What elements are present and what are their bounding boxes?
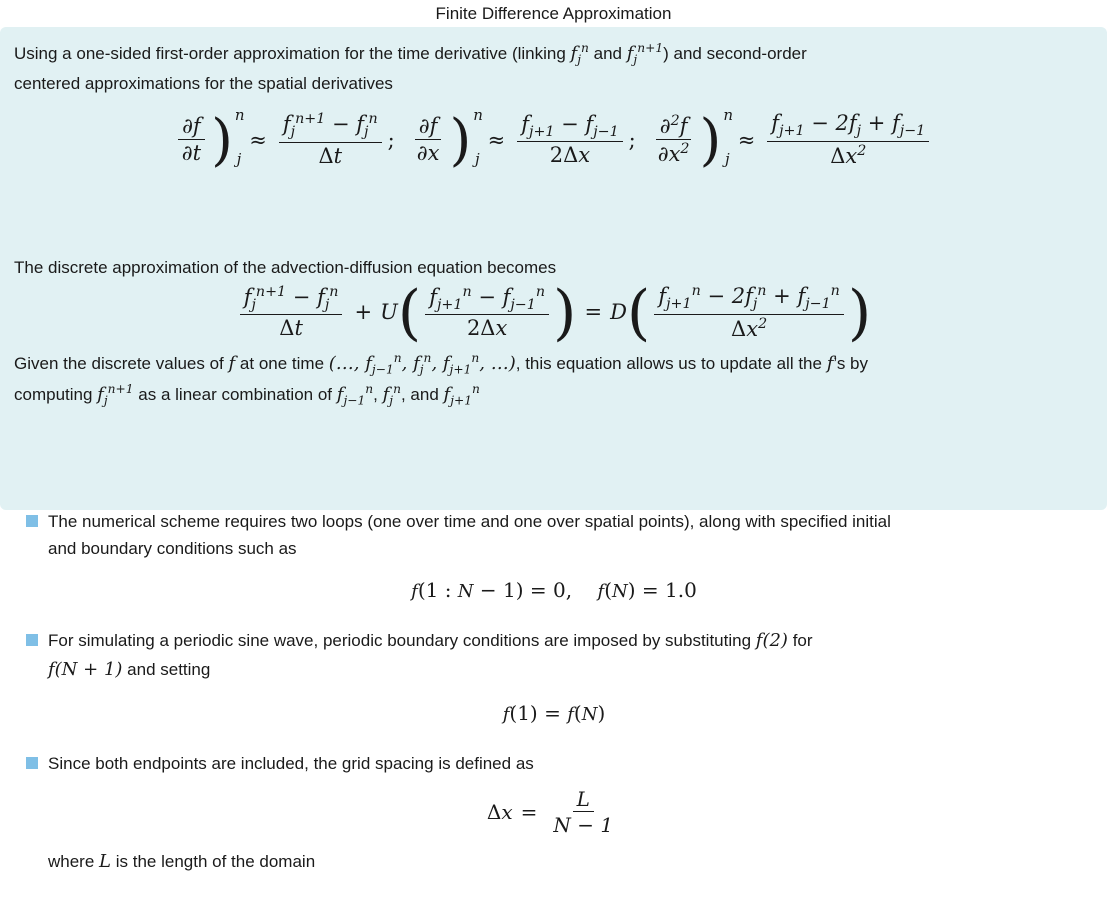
boundary-condition-equation: f(1 : N − 1) = 0, f(N) = 1.0	[411, 578, 697, 603]
list-item: For simulating a periodic sine wave, periodic boundary conditions are imposed by substituting f(2) for f(N + 1) and setting f(1) = f(N)	[26, 627, 1096, 749]
discrete-advection-diffusion-equation: $\frac{f_j^{n+1} - f_j^n}{\Delta t}$ + U ( $\frac{f_{j+1}^n - f_{j-1}^n}{2\Delta x}$ ) = D ( $\frac{f_{j+1}^n - 2f_j^n + f_{j-1}^n}{\Delta x^2}$ )	[14, 283, 1093, 343]
box1-intro: Using a one-sided first-order approximation for the time derivative (linking $f_j^n$ and $f_j^{n+1}$) and second-order centered approximations for the spatial derivatives	[14, 41, 807, 94]
derivative-approximations-box	[0, 27, 1107, 255]
discrete-equation-box	[0, 242, 1107, 510]
box2-intro: The discrete approximation of the advection-diffusion equation becomes	[14, 258, 557, 277]
periodic-condition-equation: f(1) = f(N)	[502, 700, 606, 725]
bullet-square-icon	[26, 757, 38, 769]
bullet-square-icon	[26, 634, 38, 646]
list-item: Since both endpoints are included, the grid spacing is defined as Δ x = $\frac{L}{N - 1}$	[26, 750, 1096, 848]
box2-explanation: Given the discrete values of f at one time (…, $f_{j-1}^n$, $f_j^n$, $f_{j+1}^n$, …), this equation allows us to update all the f’s by computing $f_j^{n+1}$ as a linear combination of $f_{j-1}^n$, $f_j^n$, and $f_{j+1}^n$	[14, 351, 869, 408]
grid-spacing-equation: Δ x = $\frac{L}{N - 1}$	[486, 786, 614, 837]
page-title: Finite Difference Approximation	[435, 4, 672, 23]
list-item: The numerical scheme requires two loops (one over time and one over spatial points), along with specified initial and boundary conditions such as f(1 : N − 1) = 0, f(N) = 1.0	[26, 508, 1096, 627]
bullet-square-icon	[26, 515, 38, 527]
bullet-list	[26, 508, 1096, 877]
derivative-equations: $\frac{\partial f}{\partial t}$ ) n j ≈ $\frac{f_j^{n+1} - f_j^n}{\Delta t}$ ; $\frac{\partial f}{\partial x}$ ) n j ≈ $\frac{f_{j+1} - f_{j-1}}{2\Delta x}$ ; $\frac{\partial^2f}{\partial x^2}$ ) n j ≈ $\frac{f_{j+1} - 2f_j + f_{j-1}}{\Delta x^2}$	[14, 111, 1093, 170]
domain-length-note: where L is the length of the domain	[48, 850, 316, 872]
